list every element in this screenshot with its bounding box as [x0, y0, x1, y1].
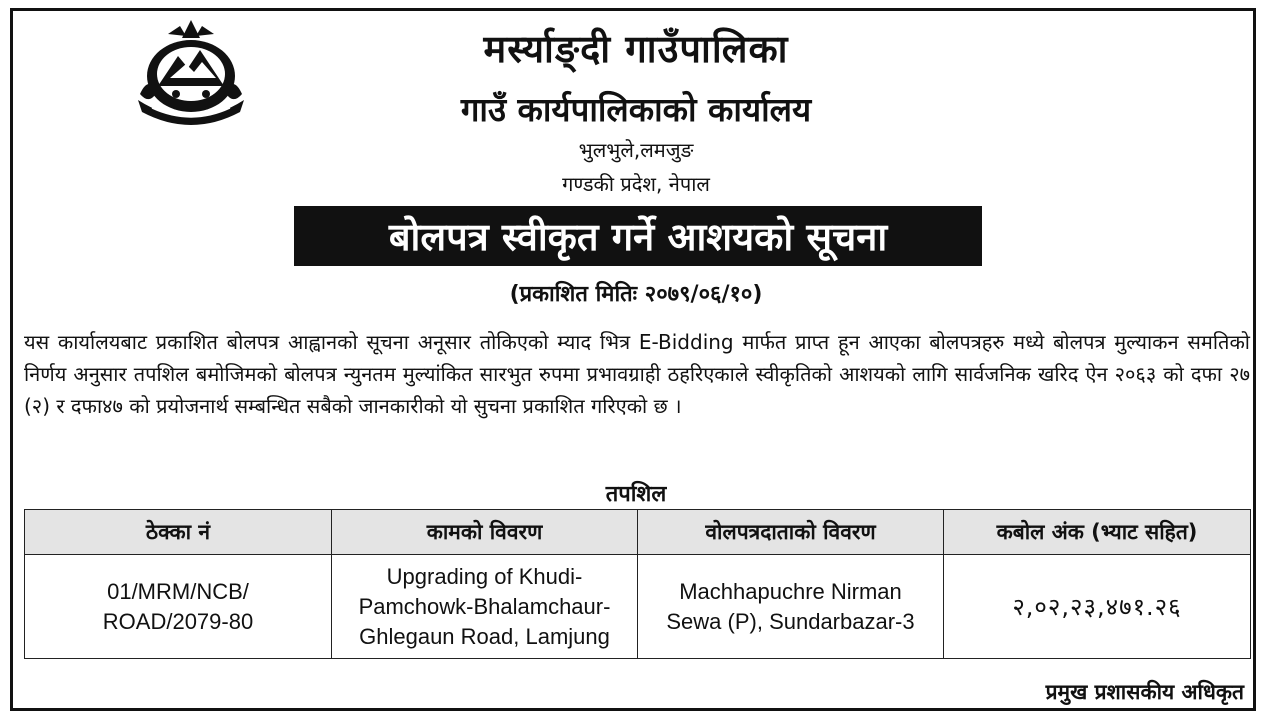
- table-row: [25, 555, 1251, 659]
- notice-body: यस कार्यालयबाट प्रकाशित बोलपत्र आह्वानको सूचना अनूसार तोकिएको म्याद भित्र E-Bidding मार्फत प्राप्त हून आएका बोलपत्रहरु मध्ये बोलपत्र मुल्याकन समतिको निर्णय अनुसार तपशिल बमोजिमको बोलपत्र न्युनतम मुल्यांकित सारभुत रुपमा प्रभावग्राही ठहरिएकाले स्वीकृतिको आशयको लागि सार्वजनिक खरिद ऐन २०६३ को दफा २७ (२) र दफा४७ को प्रयोजनार्थ सम्बन्धित सबैको जानकारीको यो सुचना प्रकाशित गरिएको छ ।: [24, 330, 1250, 418]
- address-line-2: गण्डकी प्रदेश, नेपाल: [562, 172, 710, 196]
- office-subtitle: गाउँ कार्यपालिकाको कार्यालय: [460, 90, 812, 129]
- header-bid-amount: कबोल अंक (भ्याट सहित): [944, 510, 1251, 555]
- address-line-1: भुलभुले,लमजुङ: [578, 138, 694, 162]
- header-contract-no: ठेक्का नं: [25, 510, 332, 555]
- bid-details-table: [24, 509, 1251, 659]
- table-title: तपशिल: [605, 482, 667, 507]
- header-bidder-details: वोलपत्रदाताको विवरण: [638, 510, 944, 555]
- cell-work-description: Upgrading of Khudi- Pamchowk-Bhalamchaur- Ghlegaun Road, Lamjung: [332, 555, 638, 659]
- notice-title-banner: [294, 206, 982, 266]
- cell-bid-amount: २,०२,२३,४७१.२६: [944, 555, 1251, 659]
- notice-title: बोलपत्र स्वीकृत गर्ने आशयको सूचना: [388, 215, 888, 259]
- published-date: (प्रकाशित मितिः २०७९/०६/१०): [509, 282, 763, 307]
- cell-bidder: Machhapuchre Nirman Sewa (P), Sundarbazar-3: [638, 555, 944, 659]
- table-header-row: [25, 510, 1251, 555]
- cell-contract-no: 01/MRM/NCB/ ROAD/2079-80: [25, 555, 332, 659]
- header-work-description: कामको विवरण: [332, 510, 638, 555]
- signatory-title: प्रमुख प्रशासकीय अधिकृत: [1045, 680, 1244, 704]
- office-name: मर्स्याङ्दी गाउँपालिका: [483, 27, 789, 71]
